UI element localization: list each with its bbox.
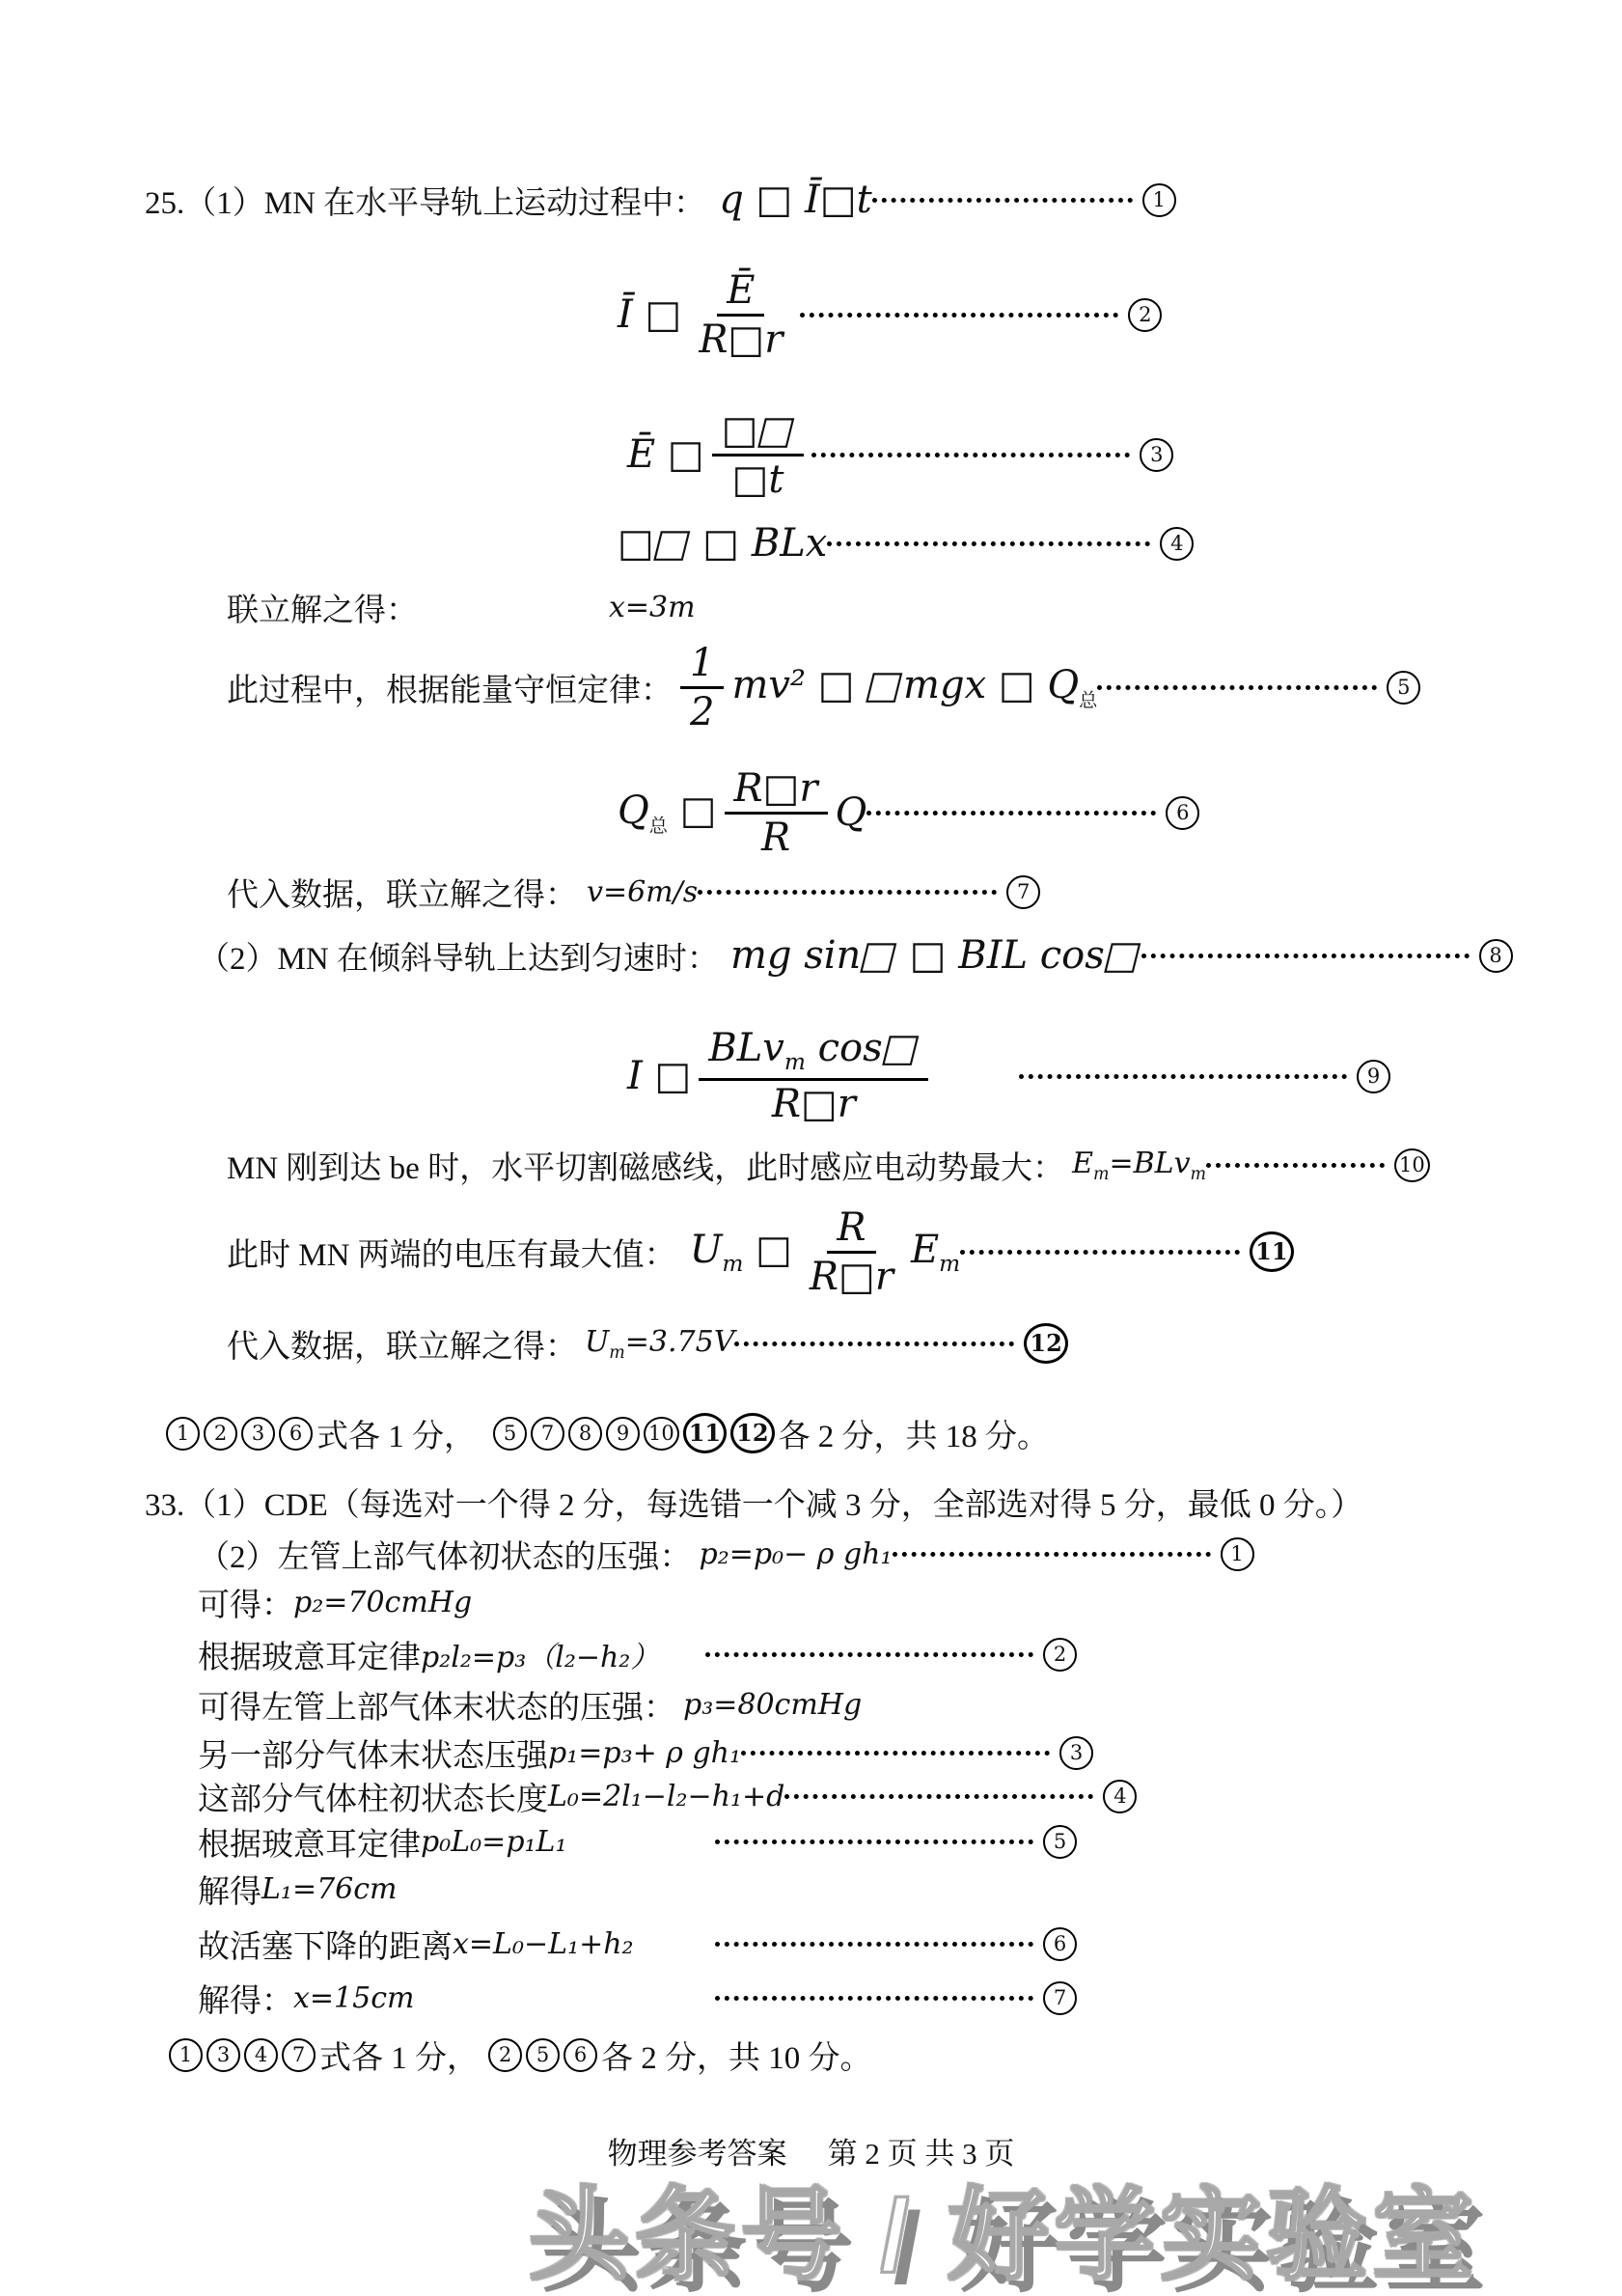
circled-number: 3 [1059, 1736, 1093, 1770]
q33-line-7 [198, 1817, 1077, 1866]
fraction-numerator: 1 [680, 643, 724, 689]
u-symbol: U [689, 1227, 723, 1272]
tofu-box: □ [618, 521, 654, 566]
circled-number: 2 [488, 2038, 522, 2072]
circled-number: 2 [204, 1417, 237, 1451]
answer-line-formula-4 [618, 513, 1184, 573]
formula-8-mid: □ BIL cos [897, 933, 1105, 978]
answer-line-formula-6 [618, 761, 1190, 865]
dotted-leader [866, 811, 1156, 816]
score-text: 式各 1 分， [319, 2040, 479, 2076]
score-text: 各 2 分，共 18 分。 [778, 1419, 1050, 1454]
answer-line-formula-8 [198, 925, 1502, 986]
fraction-denominator: R [760, 815, 791, 860]
tofu-box: □ [679, 788, 717, 833]
answer-line-formula-3 [627, 396, 1164, 513]
dotted-leader [893, 1552, 1211, 1557]
part2-label: （2）MN 在倾斜导轨上达到匀速时： [198, 941, 719, 977]
fraction-numerator: Ē [717, 270, 764, 317]
circled-number: 1 [166, 1417, 200, 1451]
circled-number: 4 [1103, 1780, 1137, 1813]
u-value: =3.75V [624, 1324, 735, 1359]
q33-l7-label: 根据玻意耳定律 [198, 1827, 421, 1863]
fraction-denominator: R□r [771, 1081, 856, 1126]
tofu-box-slanted: □ [855, 933, 903, 978]
cos-term: cos [805, 1026, 883, 1071]
circled-number: 2 [1043, 1638, 1077, 1672]
circled-number: 12 [730, 1413, 774, 1453]
formula-12 [585, 1325, 734, 1363]
dotted-leader [741, 1751, 1050, 1756]
q-total-subscript: 总 [1079, 688, 1098, 711]
circled-number: 3 [241, 1417, 275, 1451]
answer-line-q25-intro [145, 170, 1166, 230]
q33-line-10 [198, 1973, 1077, 2023]
q33-l1-label: （2）左管上部气体初状态的压强： [198, 1539, 692, 1575]
q33-l4-label: 可得左管上部气体末状态的压强： [198, 1690, 675, 1726]
q33-l10-formula: x=15cm [293, 1980, 415, 2015]
q33-l3-formula: p₂l₂=p₃（l₂−h₂） [421, 1641, 660, 1674]
solve-value: x=3m [609, 590, 696, 624]
circled-number: 4 [244, 2038, 278, 2072]
fraction-denominator: □t [731, 456, 784, 502]
formula-8 [729, 933, 1147, 978]
v-value: v=6m/s [587, 874, 699, 909]
q33-line-6 [198, 1772, 1127, 1820]
formula-8-lhs: mg sin [729, 933, 862, 978]
answer-line-formula-5 [227, 625, 1411, 749]
circled-number: 5 [1043, 1825, 1077, 1859]
answer-line-formula-2 [618, 253, 1152, 376]
dotted-leader [1097, 685, 1377, 690]
fraction-denominator: 2 [690, 689, 715, 734]
q33-l5-formula: p₁=p₃+ ρ gh₁ [548, 1735, 741, 1770]
formula-2-lhs: Ī □ [618, 292, 682, 337]
circled-number: 6 [279, 1417, 313, 1451]
tofu-box-slanted: □ [876, 1026, 925, 1071]
m-subscript: m [784, 1049, 806, 1076]
q33-line-9 [198, 1919, 1077, 1969]
answer-line-formula-12 [227, 1315, 1062, 1371]
circled-number: 9 [1357, 1060, 1390, 1093]
q33-l2-formula: p₂=70cmHg [293, 1585, 473, 1619]
tofu-box-slanted: □ [752, 407, 801, 453]
circled-number: 1 [1221, 1537, 1254, 1571]
q33-l10-label: 解得： [198, 1983, 293, 2019]
circled-number: 11 [683, 1413, 727, 1453]
score-text: 各 2 分，共 10 分。 [601, 2040, 872, 2076]
answer-line-formula-10 [227, 1137, 1425, 1193]
q25-score-line [166, 1405, 1049, 1461]
q33-l2-label: 可得： [198, 1588, 293, 1623]
circled-number: 8 [568, 1417, 602, 1451]
fraction-numerator [712, 407, 805, 456]
fraction-numerator: R [827, 1207, 875, 1254]
circled-number: 3 [1140, 438, 1173, 472]
circled-number: 11 [1250, 1231, 1293, 1272]
q33-line-4 [198, 1680, 862, 1729]
q33-l4-formula: p₃=80cmHg [683, 1687, 863, 1722]
formula-11-tail [911, 1228, 960, 1277]
q33-l9-label: 故活塞下降的距离 [198, 1929, 453, 1965]
formula-6-tail: Q [835, 790, 867, 835]
circled-number: 6 [1166, 796, 1199, 830]
circled-number: 7 [1006, 875, 1040, 909]
dotted-leader [1206, 1163, 1385, 1168]
blv-term: BLv [708, 1026, 784, 1071]
formula-4-tail: □ BLx [690, 521, 828, 566]
m-subscript: m [722, 1250, 744, 1277]
formula-4 [618, 521, 827, 566]
formula-6-lhs [618, 788, 717, 838]
dotted-leader [698, 890, 997, 895]
emf-value: =BLv [1109, 1146, 1191, 1180]
dotted-leader [960, 1250, 1240, 1255]
formula-11-fraction [800, 1204, 903, 1299]
answer-line-formula-11 [227, 1198, 1288, 1306]
circled-number: 10 [1394, 1148, 1430, 1182]
circled-number: 7 [531, 1417, 564, 1451]
circled-number: 5 [1387, 671, 1420, 705]
dotted-leader [734, 1342, 1014, 1346]
answer-line-v [227, 865, 1031, 919]
formula-5-fraction [680, 640, 724, 734]
formula-6-fraction [725, 765, 828, 860]
formula-3-fraction [712, 407, 805, 502]
emf-symbol: E [1072, 1146, 1093, 1180]
circled-number: 10 [644, 1417, 679, 1451]
circled-number: 5 [493, 1417, 527, 1451]
circled-number: 3 [206, 2038, 240, 2072]
formula-2-fraction [689, 267, 792, 362]
dotted-leader [827, 541, 1150, 546]
q33-l8-label: 解得 [198, 1874, 261, 1910]
q33-line-8 [198, 1866, 398, 1912]
circled-number: 8 [1479, 939, 1513, 973]
q33-heading [145, 1475, 1362, 1529]
q-total-subscript: 总 [648, 814, 668, 837]
score-text: 式各 1 分， [316, 1419, 476, 1454]
solve-label: 联立解之得： [227, 593, 418, 628]
q25-intro-label: 25.（1）MN 在水平导轨上运动过程中： [145, 185, 706, 221]
circled-number: 5 [526, 2038, 560, 2072]
q33-score-line [169, 2027, 872, 2083]
dotted-leader [1019, 1074, 1347, 1079]
max-emf-label: MN 刚到达 be 时，水平切割磁感线，此时感应电动势最大： [227, 1150, 1065, 1186]
formula-1: q □ Ī□t [719, 178, 872, 222]
watermark-text: 头条号 / 好学实验室 [529, 2180, 1479, 2292]
m-subscript: m [1092, 1164, 1110, 1184]
emf-symbol: E [910, 1227, 940, 1272]
energy-label: 此过程中，根据能量守恒定律： [227, 673, 673, 708]
dotted-leader [715, 1840, 1033, 1844]
dotted-leader [1141, 954, 1470, 958]
dotted-leader [715, 1942, 1033, 1947]
m-subscript: m [939, 1250, 961, 1277]
circled-number: 6 [1043, 1927, 1077, 1961]
m-subscript: m [609, 1342, 625, 1363]
q33-l5-label: 另一部分气体末状态压强 [198, 1738, 548, 1774]
formula-11-lhs [690, 1228, 792, 1277]
fraction-denominator: R□r [809, 1254, 893, 1299]
q33-line-1 [198, 1529, 1244, 1579]
formula-5-lhs: mv² □ [731, 662, 867, 707]
u-symbol: U [585, 1324, 610, 1359]
footer-title: 物理参考答案 [607, 2137, 787, 2171]
formula-9-fraction [699, 1026, 928, 1126]
circled-number: 9 [606, 1417, 640, 1451]
circled-number: 7 [282, 2038, 316, 2072]
circled-number: 7 [1043, 1981, 1077, 2015]
dotted-leader [800, 313, 1118, 318]
answer-line-formula-9 [627, 1016, 1390, 1136]
fraction-denominator: R□r [699, 317, 784, 362]
final-label: 代入数据，联立解之得： [227, 1329, 577, 1365]
formula-9-lhs: I □ [627, 1054, 692, 1098]
max-voltage-label: 此时 MN 两端的电压有最大值： [227, 1237, 676, 1273]
q33-l1-formula: p₂=p₀− ρ gh₁ [699, 1536, 893, 1571]
dotted-leader [784, 1794, 1093, 1799]
tofu-box-slanted: □ [861, 662, 909, 707]
q33-l8-formula: L₁=76cm [261, 1871, 398, 1906]
formula-5-body [731, 663, 1097, 712]
dotted-leader [715, 1996, 1033, 2001]
formula-3-lhs: Ē □ [627, 432, 704, 477]
tofu-box-slanted: □ [648, 521, 697, 566]
footer-page-number: 第 2 页 共 3 页 [827, 2137, 1015, 2171]
m-subscript: m [1190, 1164, 1207, 1184]
tofu-box: □ [721, 407, 758, 453]
circled-number: 12 [1024, 1323, 1067, 1364]
q33-l6-label: 这部分气体柱初状态长度 [198, 1782, 548, 1817]
formula-5-mid: mgx □ Q [903, 662, 1080, 707]
circled-number: 1 [1142, 183, 1176, 217]
fraction-numerator: R□r [725, 768, 828, 815]
q33-l3-label: 根据玻意耳定律 [198, 1640, 421, 1675]
q33-line-5 [198, 1729, 1084, 1777]
dotted-leader [705, 1652, 1033, 1657]
q33-head-text: 33.（1）CDE（每选对一个得 2 分，每选错一个减 3 分，全部选对得 5 分，最低 0 分。） [145, 1487, 1363, 1523]
circled-number: 1 [169, 2038, 203, 2072]
q33-l9-formula: x=L₀−L₁+h₂ [453, 1926, 634, 1961]
q-total: Q [618, 788, 649, 833]
circled-number: 4 [1160, 527, 1194, 561]
tofu-box: □ [756, 1227, 792, 1272]
circled-number: 6 [564, 2038, 597, 2072]
q33-l6-formula: L₀=2l₁−l₂−h₁+d [548, 1779, 785, 1813]
q33-line-2 [198, 1579, 472, 1625]
circled-number: 2 [1128, 298, 1162, 332]
formula-10 [1072, 1147, 1206, 1184]
tofu-box-slanted: □ [1099, 933, 1147, 978]
dotted-leader [872, 198, 1133, 203]
dotted-leader [811, 453, 1130, 457]
q33-line-3 [198, 1629, 1077, 1679]
fraction-numerator [699, 1028, 928, 1080]
q33-l7-formula: p₀L₀=p₁L₁ [421, 1824, 567, 1859]
substitute-label: 代入数据，联立解之得： [227, 877, 577, 913]
